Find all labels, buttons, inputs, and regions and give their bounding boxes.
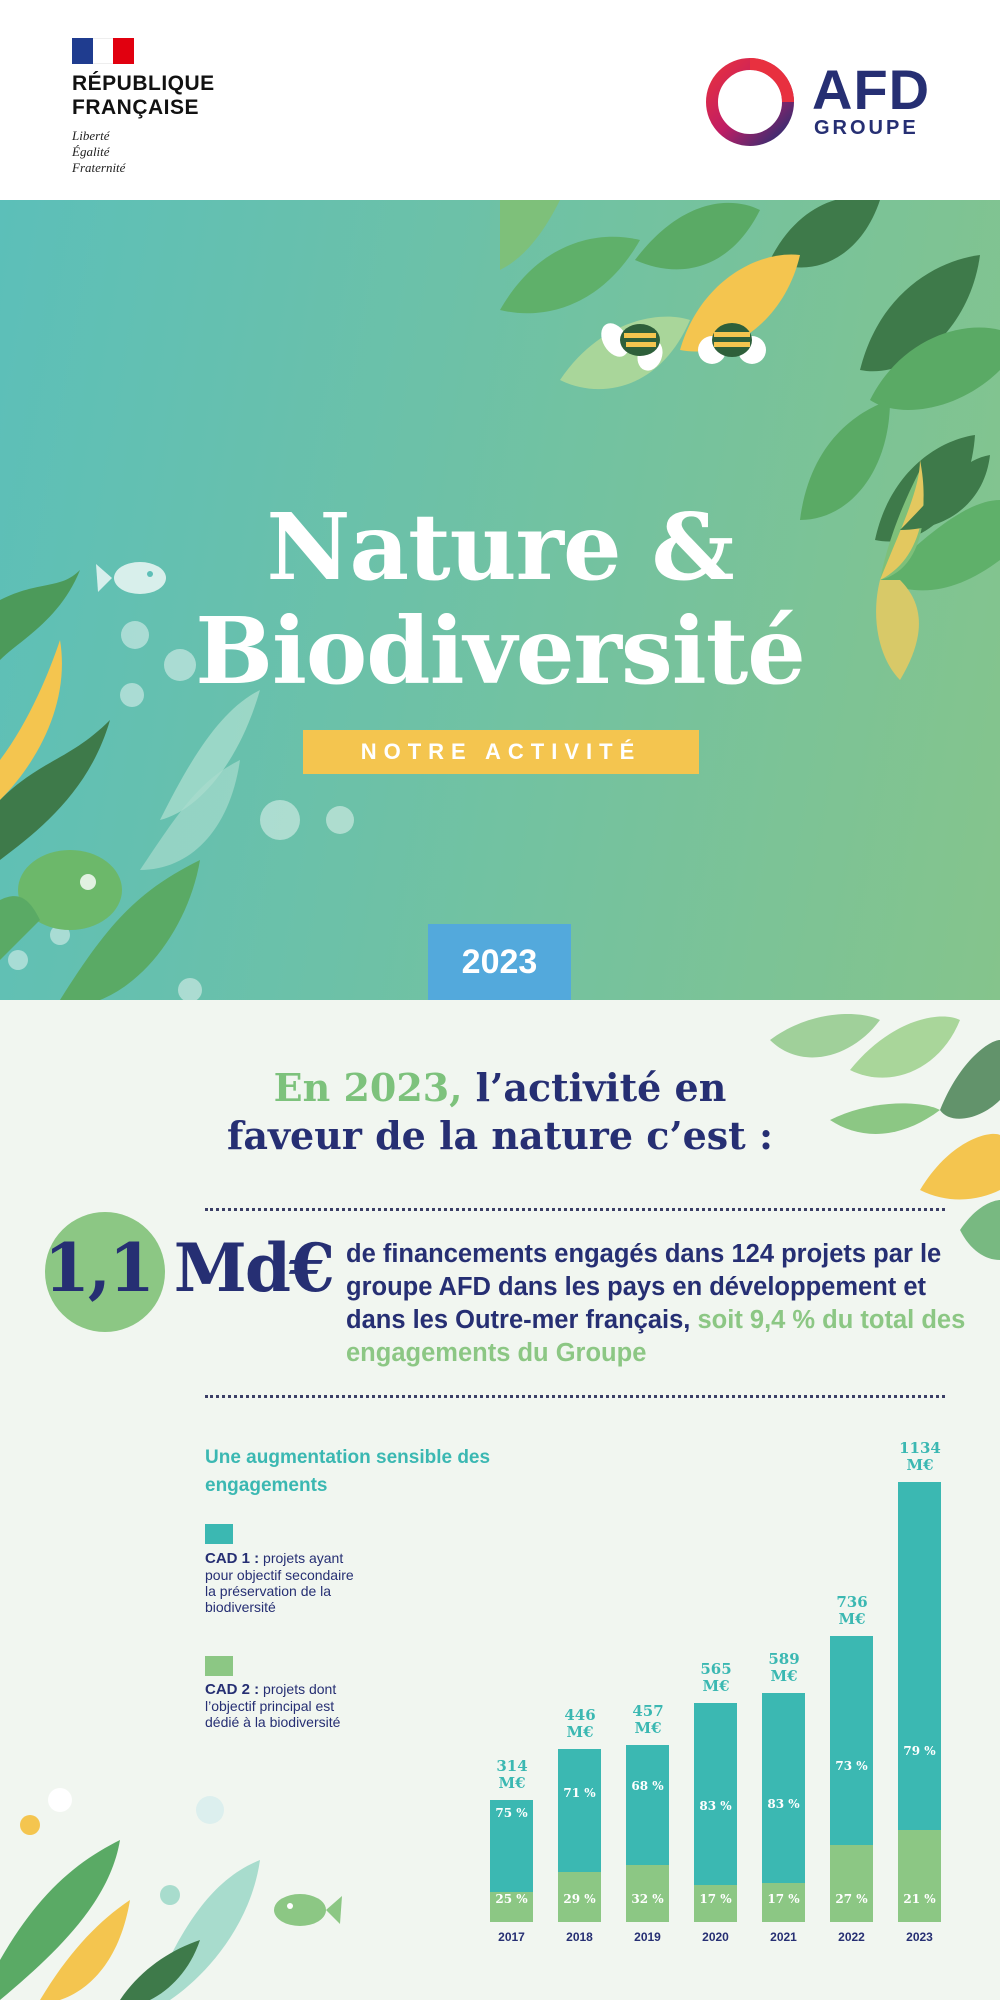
legend-cad1 xyxy=(205,1550,365,1615)
bar-total-label-2021: 589 M€ xyxy=(768,1650,800,1686)
bar-cad1-label-2022: 73 % xyxy=(835,1758,868,1773)
x-tick-label-2018: 2018 xyxy=(566,1930,593,1944)
bar-cad2-label-2017: 25 % xyxy=(495,1892,528,1906)
bar-cad2-label-2022: 27 % xyxy=(835,1892,868,1906)
bar-cad1-2018 xyxy=(558,1749,601,1872)
dotted-divider xyxy=(205,1208,945,1211)
header xyxy=(0,0,1000,200)
bar-cad1-label-2021: 83 % xyxy=(767,1797,800,1812)
bar-chart xyxy=(470,1420,960,1950)
marianne-flag-icon xyxy=(72,38,134,64)
bar-total-label-2017: 314 M€ xyxy=(496,1757,528,1793)
bar-cad1-2020 xyxy=(694,1703,737,1885)
summary-text xyxy=(346,1238,966,1370)
bar-cad1-label-2023: 79 % xyxy=(903,1743,936,1758)
rf-motto-fraternite: Fraternité xyxy=(72,160,126,175)
afd-groupe-logo xyxy=(700,52,940,152)
bar-cad1-label-2018: 71 % xyxy=(563,1785,596,1800)
x-tick-label-2022: 2022 xyxy=(838,1930,865,1944)
total-amount: 1,1 Md€ xyxy=(44,1229,333,1307)
afd-logo-text: AFD xyxy=(812,58,931,121)
section-headline xyxy=(150,1064,850,1160)
rf-motto-egalite: Égalité xyxy=(72,144,110,159)
bar-cad2-label-2019: 32 % xyxy=(631,1892,664,1906)
legend-swatch-cad2 xyxy=(205,1656,233,1676)
bar-cad1-2023 xyxy=(898,1482,941,1830)
bar-total-label-2020: 565 M€ xyxy=(700,1659,732,1695)
legend-cad2-label: CAD 2 : xyxy=(205,1681,260,1698)
rf-motto-liberte: Liberté xyxy=(72,128,110,143)
bar-cad1-label-2020: 83 % xyxy=(699,1798,732,1813)
bar-cad1-2021 xyxy=(762,1693,805,1883)
bar-total-label-2023: 1134 M€ xyxy=(899,1439,941,1474)
bar-cad1-2019 xyxy=(626,1745,669,1866)
afd-logo-subtext: GROUPE xyxy=(814,117,919,139)
bar-total-label-2019: 457 M€ xyxy=(632,1701,664,1737)
bar-cad1-2022 xyxy=(830,1636,873,1844)
seaweed-illustration-icon xyxy=(0,1788,342,2000)
rf-name-line1: RÉPUBLIQUE xyxy=(72,72,215,95)
legend-cad2 xyxy=(205,1681,365,1730)
bar-cad1-label-2019: 68 % xyxy=(631,1779,664,1794)
rf-name-line2: FRANÇAISE xyxy=(72,96,200,119)
headline-part2: faveur de la nature c’est : xyxy=(227,1113,773,1158)
hero-banner xyxy=(0,200,1000,1000)
summary-text-share: soit 9,4 % du total des engagements du Groupe xyxy=(346,1306,966,1367)
legend-cad2-text: projets dont l’objectif principal est dédié à la biodiversité xyxy=(205,1681,341,1730)
legend-cad1-text: projets ayant pour objectif secondaire la préservation de la biodiversité xyxy=(205,1550,354,1615)
bar-cad2-label-2020: 17 % xyxy=(699,1892,732,1906)
x-tick-label-2019: 2019 xyxy=(634,1930,661,1944)
title-line2: Biodiversité xyxy=(195,597,805,705)
bar-cad2-label-2023: 21 % xyxy=(903,1892,936,1906)
bar-total-label-2022: 736 M€ xyxy=(836,1593,868,1629)
summary-text-main: de financements engagés dans 124 projets par le groupe AFD dans les pays en développement et dans les Outre-mer français, xyxy=(346,1240,942,1334)
x-tick-label-2017: 2017 xyxy=(498,1930,525,1944)
headline-part1: l’activité en xyxy=(462,1065,727,1110)
x-tick-label-2021: 2021 xyxy=(770,1930,797,1944)
afd-ring-icon xyxy=(700,52,800,152)
chart-title: Une augmentation sensible des engagements xyxy=(205,1447,491,1496)
page-title xyxy=(0,495,1000,703)
republique-francaise-logo xyxy=(72,38,215,176)
title-line1: Nature & xyxy=(266,493,734,601)
dotted-divider xyxy=(205,1395,945,1398)
bar-total-label-2018: 446 M€ xyxy=(564,1705,596,1741)
year-badge: 2023 xyxy=(428,924,571,1000)
headline-year: En 2023, xyxy=(273,1065,463,1110)
legend-swatch-cad1 xyxy=(205,1524,233,1544)
legend-cad1-label: CAD 1 : xyxy=(205,1550,260,1567)
x-tick-label-2020: 2020 xyxy=(702,1930,729,1944)
bar-cad2-label-2018: 29 % xyxy=(563,1892,596,1906)
bar-cad2-2023 xyxy=(898,1830,941,1922)
bar-cad2-label-2021: 17 % xyxy=(767,1892,800,1906)
bar-cad2-2022 xyxy=(830,1845,873,1922)
subtitle-badge: NOTRE ACTIVITÉ xyxy=(303,730,699,774)
bar-cad1-label-2017: 75 % xyxy=(495,1805,528,1820)
x-tick-label-2023: 2023 xyxy=(906,1930,933,1944)
rf-motto xyxy=(72,128,215,176)
